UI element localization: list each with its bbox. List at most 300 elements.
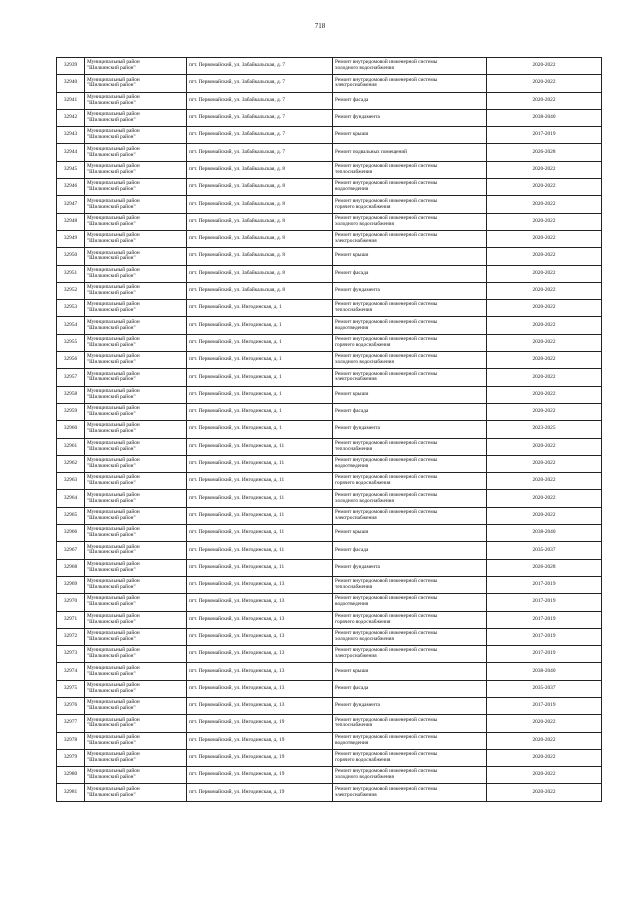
period-cell: 2020-2022	[487, 213, 602, 230]
municipality-line: Муниципальный район	[87, 180, 140, 187]
period-cell: 2020-2022	[487, 58, 602, 75]
work-type-line: холодного водоснабжения	[335, 497, 394, 504]
period-cell: 2017-2019	[487, 628, 602, 645]
municipality-cell	[85, 248, 187, 265]
table-row	[57, 594, 602, 611]
period-cell: 2020-2022	[487, 282, 602, 299]
work-type-line: Ремонт внутридомовой инженерной системы	[335, 647, 438, 654]
municipality-line: Муниципальный район	[87, 526, 140, 533]
table-row	[57, 144, 602, 161]
work-type-line: водоотведения	[335, 324, 369, 331]
municipality-cell	[85, 663, 187, 680]
municipality-line: Муниципальный район	[87, 439, 140, 446]
municipality-line: "Шилкинский район"	[87, 497, 136, 504]
work-type-line: холодного водоснабжения	[335, 774, 394, 781]
table-row	[57, 697, 602, 714]
table-row	[57, 386, 602, 403]
municipality-line: "Шилкинский район"	[87, 791, 136, 798]
municipality-cell	[85, 58, 187, 75]
period-cell: 2017-2019	[487, 611, 602, 628]
work-type-line: Ремонт внутридомовой инженерной системы	[335, 197, 438, 204]
address-cell: пгт. Первомайский, ул. Ингодинская, д. 13	[187, 576, 333, 593]
address-cell: пгт. Первомайский, ул. Ингодинская, д. 13	[187, 697, 333, 714]
work-type-line: Ремонт фасада	[335, 546, 369, 553]
municipality-line: "Шилкинский район"	[87, 203, 136, 210]
municipality-line: "Шилкинский район"	[87, 411, 136, 418]
municipality-line: Муниципальный район	[87, 284, 140, 291]
work-type-line: Ремонт внутридомовой инженерной системы	[335, 180, 438, 187]
period-cell: 2020-2022	[487, 386, 602, 403]
municipality-line: Муниципальный район	[87, 335, 140, 342]
work-type-cell	[333, 196, 487, 213]
municipality-line: Муниципальный район	[87, 163, 140, 170]
row-number-cell: 32957	[57, 369, 85, 386]
work-type-cell	[333, 127, 487, 144]
table-row	[57, 421, 602, 438]
work-type-line: Ремонт внутридомовой инженерной системы	[335, 318, 438, 325]
work-type-line: горячего водоснабжения	[335, 757, 391, 764]
row-number-cell: 32958	[57, 386, 85, 403]
period-cell: 2020-2022	[487, 196, 602, 213]
address-cell: пгт. Первомайский, ул. Забайкальская, д. 7	[187, 58, 333, 75]
period-cell: 2020-2022	[487, 507, 602, 524]
row-number-cell: 32941	[57, 92, 85, 109]
work-type-line: холодного водоснабжения	[335, 220, 394, 227]
municipality-cell	[85, 92, 187, 109]
municipality-line: "Шилкинский район"	[87, 65, 136, 72]
period-cell: 2017-2019	[487, 697, 602, 714]
municipality-line: Муниципальный район	[87, 232, 140, 239]
work-type-cell	[333, 646, 487, 663]
address-cell: пгт. Первомайский, ул. Ингодинская, д. 1	[187, 317, 333, 334]
row-number-cell: 32944	[57, 144, 85, 161]
work-type-line: Ремонт внутридомовой инженерной системы	[335, 439, 438, 446]
municipality-cell	[85, 749, 187, 766]
municipality-line: Муниципальный район	[87, 543, 140, 550]
period-cell: 2020-2022	[487, 317, 602, 334]
period-cell: 2020-2022	[487, 352, 602, 369]
table-row	[57, 749, 602, 766]
municipality-line: Муниципальный район	[87, 560, 140, 567]
period-cell: 2020-2022	[487, 92, 602, 109]
table-row	[57, 490, 602, 507]
work-type-line: Ремонт фундамента	[335, 702, 380, 709]
municipality-line: "Шилкинский район"	[87, 774, 136, 781]
municipality-line: Муниципальный район	[87, 266, 140, 273]
municipality-cell	[85, 213, 187, 230]
row-number-cell: 32939	[57, 58, 85, 75]
work-type-line: холодного водоснабжения	[335, 635, 394, 642]
municipality-cell	[85, 559, 187, 576]
table-row	[57, 767, 602, 784]
address-cell: пгт. Первомайский, ул. Забайкальская, д. 7	[187, 92, 333, 109]
table-row	[57, 455, 602, 472]
municipality-cell	[85, 161, 187, 178]
municipality-cell	[85, 109, 187, 126]
address-cell: пгт. Первомайский, ул. Ингодинская, д. 13	[187, 594, 333, 611]
work-type-line: Ремонт внутридомовой инженерной системы	[335, 163, 438, 170]
work-type-cell	[333, 490, 487, 507]
address-cell: пгт. Первомайский, ул. Ингодинская, д. 19	[187, 715, 333, 732]
municipality-cell	[85, 196, 187, 213]
work-type-line: Ремонт внутридомовой инженерной системы	[335, 353, 438, 360]
municipality-cell	[85, 594, 187, 611]
row-number-cell: 32956	[57, 352, 85, 369]
municipality-line: "Шилкинский район"	[87, 238, 136, 245]
municipality-cell	[85, 144, 187, 161]
municipality-line: "Шилкинский район"	[87, 480, 136, 487]
municipality-cell	[85, 507, 187, 524]
work-type-line: водоотведения	[335, 186, 369, 193]
table-row	[57, 58, 602, 75]
municipality-line: "Шилкинский район"	[87, 428, 136, 435]
work-type-cell	[333, 525, 487, 542]
period-cell: 2020-2022	[487, 75, 602, 92]
municipality-line: Муниципальный район	[87, 681, 140, 688]
municipality-line: "Шилкинский район"	[87, 532, 136, 539]
table-row	[57, 282, 602, 299]
work-type-cell	[333, 507, 487, 524]
municipality-line: "Шилкинский район"	[87, 82, 136, 89]
row-number-cell: 32976	[57, 697, 85, 714]
period-cell: 2017-2019	[487, 576, 602, 593]
work-type-cell	[333, 317, 487, 334]
row-number-cell: 32945	[57, 161, 85, 178]
municipality-cell	[85, 628, 187, 645]
table-row	[57, 317, 602, 334]
address-cell: пгт. Первомайский, ул. Забайкальская, д. 8	[187, 265, 333, 282]
period-cell: 2026-2028	[487, 559, 602, 576]
municipality-line: "Шилкинский район"	[87, 514, 136, 521]
municipality-line: Муниципальный район	[87, 716, 140, 723]
period-cell: 2020-2022	[487, 438, 602, 455]
row-number-cell: 32961	[57, 438, 85, 455]
page-number: 718	[314, 22, 326, 30]
row-number-cell: 32980	[57, 767, 85, 784]
address-cell: пгт. Первомайский, ул. Ингодинская, д. 13	[187, 628, 333, 645]
period-cell: 2035-2037	[487, 542, 602, 559]
address-cell: пгт. Первомайский, ул. Ингодинская, д. 11	[187, 525, 333, 542]
table-row	[57, 438, 602, 455]
municipality-line: Муниципальный район	[87, 318, 140, 325]
municipality-line: Муниципальный район	[87, 491, 140, 498]
work-type-line: Ремонт фундамента	[335, 287, 380, 294]
work-type-cell	[333, 542, 487, 559]
work-type-line: электроснабжения	[335, 653, 377, 660]
row-number-cell: 32964	[57, 490, 85, 507]
period-cell: 2020-2022	[487, 749, 602, 766]
address-cell: пгт. Первомайский, ул. Забайкальская, д. 8	[187, 196, 333, 213]
address-cell: пгт. Первомайский, ул. Ингодинская, д. 1	[187, 403, 333, 420]
municipality-line: "Шилкинский район"	[87, 462, 136, 469]
table-row	[57, 525, 602, 542]
work-type-cell	[333, 749, 487, 766]
work-type-cell	[333, 784, 487, 801]
work-type-line: Ремонт внутридомовой инженерной системы	[335, 785, 438, 792]
work-type-line: Ремонт внутридомовой инженерной системы	[335, 751, 438, 758]
municipality-cell	[85, 75, 187, 92]
period-cell: 2026-2028	[487, 144, 602, 161]
work-type-cell	[333, 697, 487, 714]
municipality-line: Муниципальный район	[87, 387, 140, 394]
row-number-cell: 32978	[57, 732, 85, 749]
municipality-line: Муниципальный район	[87, 76, 140, 83]
work-type-line: Ремонт фасада	[335, 684, 369, 691]
work-type-line: теплоснабжения	[335, 584, 373, 591]
municipality-line: Муниципальный район	[87, 751, 140, 758]
row-number-cell: 32960	[57, 421, 85, 438]
work-type-line: Ремонт подвальных помещений	[335, 148, 407, 155]
municipality-line: Муниципальный район	[87, 93, 140, 100]
table-row	[57, 646, 602, 663]
table-row	[57, 230, 602, 247]
table-row	[57, 715, 602, 732]
municipality-cell	[85, 421, 187, 438]
address-cell: пгт. Первомайский, ул. Забайкальская, д. 7	[187, 144, 333, 161]
work-type-line: электроснабжения	[335, 791, 377, 798]
row-number-cell: 32948	[57, 213, 85, 230]
municipality-line: "Шилкинский район"	[87, 117, 136, 124]
work-type-line: электроснабжения	[335, 514, 377, 521]
municipality-line: "Шилкинский район"	[87, 272, 136, 279]
municipality-line: "Шилкинский район"	[87, 255, 136, 262]
work-type-line: горячего водоснабжения	[335, 618, 391, 625]
municipality-line: Муниципальный район	[87, 59, 140, 66]
municipality-line: "Шилкинский район"	[87, 670, 136, 677]
work-type-cell	[333, 265, 487, 282]
row-number-cell: 32959	[57, 403, 85, 420]
municipality-line: "Шилкинский район"	[87, 653, 136, 660]
municipality-cell	[85, 732, 187, 749]
table-row	[57, 300, 602, 317]
row-number-cell: 32940	[57, 75, 85, 92]
work-type-line: Ремонт крыши	[335, 667, 369, 674]
work-type-cell	[333, 369, 487, 386]
work-type-line: холодного водоснабжения	[335, 65, 394, 72]
municipality-line: "Шилкинский район"	[87, 601, 136, 608]
work-type-line: Ремонт внутридомовой инженерной системы	[335, 457, 438, 464]
municipality-line: "Шилкинский район"	[87, 359, 136, 366]
work-type-line: Ремонт крыши	[335, 529, 369, 536]
address-cell: пгт. Первомайский, ул. Ингодинская, д. 13	[187, 663, 333, 680]
table-row	[57, 179, 602, 196]
address-cell: пгт. Первомайский, ул. Забайкальская, д. 8	[187, 161, 333, 178]
work-type-cell	[333, 144, 487, 161]
work-type-line: электроснабжения	[335, 376, 377, 383]
row-number-cell: 32950	[57, 248, 85, 265]
period-cell: 2020-2022	[487, 369, 602, 386]
municipality-line: Муниципальный район	[87, 768, 140, 775]
work-type-cell	[333, 594, 487, 611]
period-cell: 2023-2025	[487, 421, 602, 438]
work-type-cell	[333, 248, 487, 265]
table-row	[57, 213, 602, 230]
row-number-cell: 32943	[57, 127, 85, 144]
address-cell: пгт. Первомайский, ул. Ингодинская, д. 13	[187, 646, 333, 663]
period-cell: 2020-2022	[487, 784, 602, 801]
address-cell: пгт. Первомайский, ул. Забайкальская, д. 8	[187, 282, 333, 299]
address-cell: пгт. Первомайский, ул. Забайкальская, д. 8	[187, 179, 333, 196]
table-row	[57, 334, 602, 351]
municipality-cell	[85, 282, 187, 299]
table-row	[57, 473, 602, 490]
period-cell: 2038-2040	[487, 525, 602, 542]
work-type-line: Ремонт внутридомовой инженерной системы	[335, 768, 438, 775]
work-type-cell	[333, 473, 487, 490]
work-type-cell	[333, 300, 487, 317]
municipality-line: Муниципальный район	[87, 595, 140, 602]
work-type-line: водоотведения	[335, 739, 369, 746]
row-number-cell: 32953	[57, 300, 85, 317]
address-cell: пгт. Первомайский, ул. Ингодинская, д. 19	[187, 767, 333, 784]
municipality-cell	[85, 680, 187, 697]
municipality-line: "Шилкинский район"	[87, 134, 136, 141]
municipality-cell	[85, 542, 187, 559]
work-type-line: Ремонт внутридомовой инженерной системы	[335, 578, 438, 585]
municipality-line: Муниципальный район	[87, 785, 140, 792]
table-row	[57, 559, 602, 576]
period-cell: 2017-2019	[487, 127, 602, 144]
work-type-cell	[333, 576, 487, 593]
period-cell: 2020-2022	[487, 265, 602, 282]
municipality-cell	[85, 697, 187, 714]
work-type-cell	[333, 75, 487, 92]
municipality-line: "Шилкинский район"	[87, 705, 136, 712]
period-cell: 2035-2037	[487, 680, 602, 697]
period-cell: 2020-2022	[487, 455, 602, 472]
table-row	[57, 611, 602, 628]
municipality-line: Муниципальный район	[87, 111, 140, 118]
work-type-cell	[333, 213, 487, 230]
work-type-line: Ремонт внутридомовой инженерной системы	[335, 335, 438, 342]
row-number-cell: 32968	[57, 559, 85, 576]
work-type-line: горячего водоснабжения	[335, 341, 391, 348]
address-cell: пгт. Первомайский, ул. Забайкальская, д. 8	[187, 213, 333, 230]
municipality-line: "Шилкинский район"	[87, 584, 136, 591]
table-row	[57, 542, 602, 559]
work-type-line: Ремонт фундамента	[335, 563, 380, 570]
municipality-cell	[85, 127, 187, 144]
work-type-line: горячего водоснабжения	[335, 203, 391, 210]
municipality-line: Муниципальный район	[87, 630, 140, 637]
period-cell: 2017-2019	[487, 646, 602, 663]
work-type-line: Ремонт внутридомовой инженерной системы	[335, 508, 438, 515]
municipality-line: Муниципальный район	[87, 457, 140, 464]
municipality-cell	[85, 576, 187, 593]
municipality-line: Муниципальный район	[87, 249, 140, 256]
address-cell: пгт. Первомайский, ул. Ингодинская, д. 1	[187, 300, 333, 317]
municipality-line: "Шилкинский район"	[87, 757, 136, 764]
municipality-cell	[85, 369, 187, 386]
municipality-line: "Шилкинский район"	[87, 393, 136, 400]
municipality-line: Муниципальный район	[87, 128, 140, 135]
row-number-cell: 32967	[57, 542, 85, 559]
municipality-line: Муниципальный район	[87, 405, 140, 412]
municipality-line: "Шилкинский район"	[87, 635, 136, 642]
work-type-cell	[333, 559, 487, 576]
row-number-cell: 32955	[57, 334, 85, 351]
work-type-cell	[333, 282, 487, 299]
municipality-line: Муниципальный район	[87, 578, 140, 585]
work-type-cell	[333, 58, 487, 75]
municipality-cell	[85, 490, 187, 507]
work-type-line: теплоснабжения	[335, 307, 373, 314]
work-type-line: Ремонт внутридомовой инженерной системы	[335, 630, 438, 637]
period-cell: 2020-2022	[487, 230, 602, 247]
address-cell: пгт. Первомайский, ул. Ингодинская, д. 1	[187, 352, 333, 369]
period-cell: 2020-2022	[487, 490, 602, 507]
table-row	[57, 92, 602, 109]
period-cell: 2020-2022	[487, 732, 602, 749]
address-cell: пгт. Первомайский, ул. Ингодинская, д. 11	[187, 507, 333, 524]
address-cell: пгт. Первомайский, ул. Ингодинская, д. 13	[187, 611, 333, 628]
municipality-line: "Шилкинский район"	[87, 445, 136, 452]
municipality-cell	[85, 300, 187, 317]
address-cell: пгт. Первомайский, ул. Забайкальская, д. 7	[187, 75, 333, 92]
address-cell: пгт. Первомайский, ул. Ингодинская, д. 11	[187, 559, 333, 576]
municipality-line: "Шилкинский район"	[87, 99, 136, 106]
address-cell: пгт. Первомайский, ул. Ингодинская, д. 1	[187, 334, 333, 351]
work-type-line: водоотведения	[335, 601, 369, 608]
municipality-line: "Шилкинский район"	[87, 341, 136, 348]
municipality-line: "Шилкинский район"	[87, 739, 136, 746]
row-number-cell: 32962	[57, 455, 85, 472]
work-type-cell	[333, 334, 487, 351]
address-cell: пгт. Первомайский, ул. Ингодинская, д. 11	[187, 473, 333, 490]
row-number-cell: 32946	[57, 179, 85, 196]
municipality-cell	[85, 386, 187, 403]
work-type-line: Ремонт внутридомовой инженерной системы	[335, 474, 438, 481]
address-cell: пгт. Первомайский, ул. Ингодинская, д. 11	[187, 490, 333, 507]
municipality-line: "Шилкинский район"	[87, 687, 136, 694]
period-cell: 2020-2022	[487, 300, 602, 317]
table-row	[57, 628, 602, 645]
table-row	[57, 784, 602, 801]
work-type-line: Ремонт внутридомовой инженерной системы	[335, 612, 438, 619]
work-type-cell	[333, 161, 487, 178]
work-type-cell	[333, 179, 487, 196]
municipality-cell	[85, 265, 187, 282]
address-cell: пгт. Первомайский, ул. Ингодинская, д. 1	[187, 386, 333, 403]
municipality-line: "Шилкинский район"	[87, 186, 136, 193]
municipality-line: "Шилкинский район"	[87, 307, 136, 314]
municipality-line: Муниципальный район	[87, 145, 140, 152]
work-type-cell	[333, 403, 487, 420]
municipality-line: Муниципальный район	[87, 301, 140, 308]
municipality-line: "Шилкинский район"	[87, 220, 136, 227]
table-row	[57, 663, 602, 680]
municipality-cell	[85, 403, 187, 420]
municipality-line: Муниципальный район	[87, 422, 140, 429]
work-type-cell	[333, 628, 487, 645]
table-row	[57, 265, 602, 282]
work-type-cell	[333, 230, 487, 247]
municipality-line: "Шилкинский район"	[87, 151, 136, 158]
work-type-line: Ремонт фундамента	[335, 114, 380, 121]
table-row	[57, 576, 602, 593]
address-cell: пгт. Первомайский, ул. Ингодинская, д. 1	[187, 369, 333, 386]
municipality-line: Муниципальный район	[87, 508, 140, 515]
row-number-cell: 32970	[57, 594, 85, 611]
municipality-cell	[85, 646, 187, 663]
municipality-line: "Шилкинский район"	[87, 376, 136, 383]
municipality-line: "Шилкинский район"	[87, 549, 136, 556]
work-type-cell	[333, 438, 487, 455]
address-cell: пгт. Первомайский, ул. Ингодинская, д. 19	[187, 749, 333, 766]
table-row	[57, 161, 602, 178]
row-number-cell: 32974	[57, 663, 85, 680]
work-type-cell	[333, 92, 487, 109]
